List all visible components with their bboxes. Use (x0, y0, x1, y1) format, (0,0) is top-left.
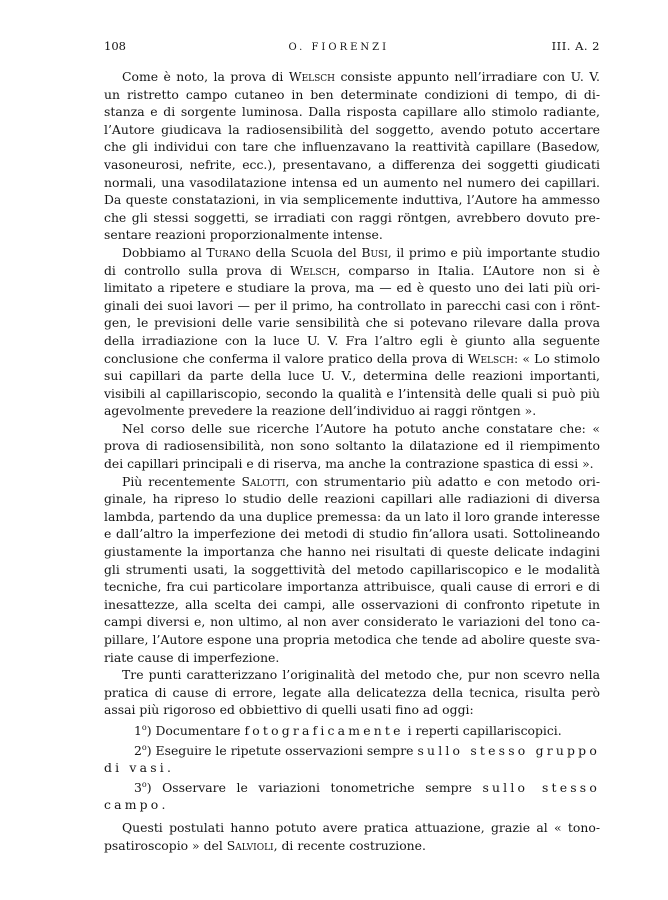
text-span: . (166, 760, 171, 776)
text-span: ) Eseguire le ripetute osservazioni sempre (146, 742, 418, 758)
item-number: 3 (134, 779, 142, 795)
paragraph-welsch-test (104, 68, 600, 244)
emphasis-text: sullo stesso campo (104, 779, 600, 813)
text-span: , il primo e più importante studio di controllo sulla prova di (104, 244, 601, 278)
page-number: 108 (104, 39, 126, 53)
text-span: consiste appunto nell’irradiare con U. V. un ristretto campo cutaneo in ben determinate condizioni di tempo, di distanza e di sorgente luminosa. Dalla risposta capillare allo stimolo radiante, l’Autore giudicava la radiosensibilità del soggetto, avendo potuto accertare che gli individui con tare che influenzavano la reattività capillare (Basedow, vasoneurosi, nefrite, ecc.), presentavano, a differenza dei soggetti giudicati normali, una vasodilatazione intensa ed un aumento nel numero dei capillari. Da queste constatazioni, in via semplicemente induttiva, l’Autore ha ammesso che gli stessi soggetti, se irradiati con raggi röntgen, avrebbero dovuto presentare reazioni proporzionalmente intense. (104, 69, 600, 243)
running-header (104, 36, 600, 56)
list-item (104, 742, 600, 777)
page (104, 36, 600, 854)
text-span: : « Lo stimolo sui capillari da parte della luce U. V., determina delle reazioni importanti, visibili al capillariscopio, secondo la qualità e l’intensità delle quali si può più agevolmente prevedere la reazione dell’individuo ai raggi röntgen ». (104, 350, 600, 419)
author-name: Busi (361, 244, 388, 260)
emphasis-text: sullo stesso gruppo di vasi (104, 742, 600, 776)
paragraph-salotti-method (104, 473, 600, 667)
text-span: , di recente costruzione. (273, 837, 426, 853)
text-span: . (161, 797, 166, 813)
author-name: Salvioli (226, 837, 274, 853)
emphasis-text: fotograficamente (244, 722, 404, 738)
list-item (104, 722, 600, 740)
list-item (104, 779, 600, 814)
author-name: Welsch (290, 262, 337, 278)
item-number: 1 (134, 722, 142, 738)
text-span: ) Osservare le variazioni tonometriche sempre (146, 779, 483, 795)
text-span: , comparso in Italia. L’Autore non si è limitato a ripetere e studiare la prova, ma — ed è questo uno dei lati più originali dei suoi lavori — per il primo, ha controllato in parecchi casi con i röntgen, le previsioni delle varie sensibilità che si potevano rilevare dalla prova della irradiazione con la luce U. V. Fra l’altro egli è giunto alla seguente conclusione che conferma il valore pratico della prova di (104, 262, 600, 366)
item-number: 2 (134, 742, 142, 758)
text-span: Più recentemente (122, 473, 242, 489)
author-name: Turano (206, 244, 251, 260)
author-name: Welsch (288, 69, 336, 84)
running-title: O. FIORENZI (288, 42, 390, 53)
text-span: Dobbiamo al (122, 244, 207, 260)
paragraph-postulates (104, 819, 600, 854)
paragraph-turano-study (104, 244, 600, 420)
ordinal-suffix: o (141, 722, 147, 732)
text-span: della Scuola del (250, 244, 362, 260)
paragraph-radiosensitivity: Nel corso delle sue ricerche l’Autore ha potuto anche constatare che: « prova di radiosensibilità, non sono soltanto la dilatazione ed il riempimento dei capillari principali e di riserva, ma anche la contrazione spastica di essi ». (104, 420, 600, 472)
text-span: , con strumentario più adatto e con metodo originale, ha ripreso lo studio delle reazioni capillari alle radiazioni di diversa lambda, partendo da una duplice premessa: da un lato il loro grande interesse e dall’altro la imperfezione dei metodi di studio fin’allora usati. Sottolineando giustamente la importanza che hanno nei risultati di queste delicate indagini gli strumenti usati, la soggettività del metodo capillariscopico e le modalità tecniche, fra cui particolare importanza attribuisce, quali cause di errori e di inesattezze, alla scelta dei campi, alle osservazioni di confronto ripetute in campi diversi e, non ultimo, al non aver considerato le variazioni del tono capillare, l’Autore espone una propria metodica che tende ad abolire queste svariate cause di imperfezione. (104, 473, 600, 665)
ordinal-suffix: o (141, 742, 147, 752)
article-body (104, 68, 600, 854)
paragraph-three-points: Tre punti caratterizzano l’originalità del metodo che, pur non scevro nella pratica di cause di errore, legate alla delicatezza della tecnica, risulta però assai più rigoroso ed obbiettivo di quelli usati fino ad oggi: (104, 667, 600, 718)
text-span: Questi postulati hanno potuto avere pratica attuazione, grazie al « tonopsatiroscopio » del (104, 819, 600, 853)
section-label: III. A. 2 (551, 39, 600, 53)
author-name: Welsch (467, 350, 514, 366)
text-span: Come è noto, la prova di (122, 69, 289, 84)
ordinal-suffix: o (141, 779, 147, 789)
text-span: ) Documentare (146, 722, 245, 738)
text-span: i reperti capillariscopici. (403, 722, 562, 738)
author-name: Salotti (241, 473, 286, 489)
